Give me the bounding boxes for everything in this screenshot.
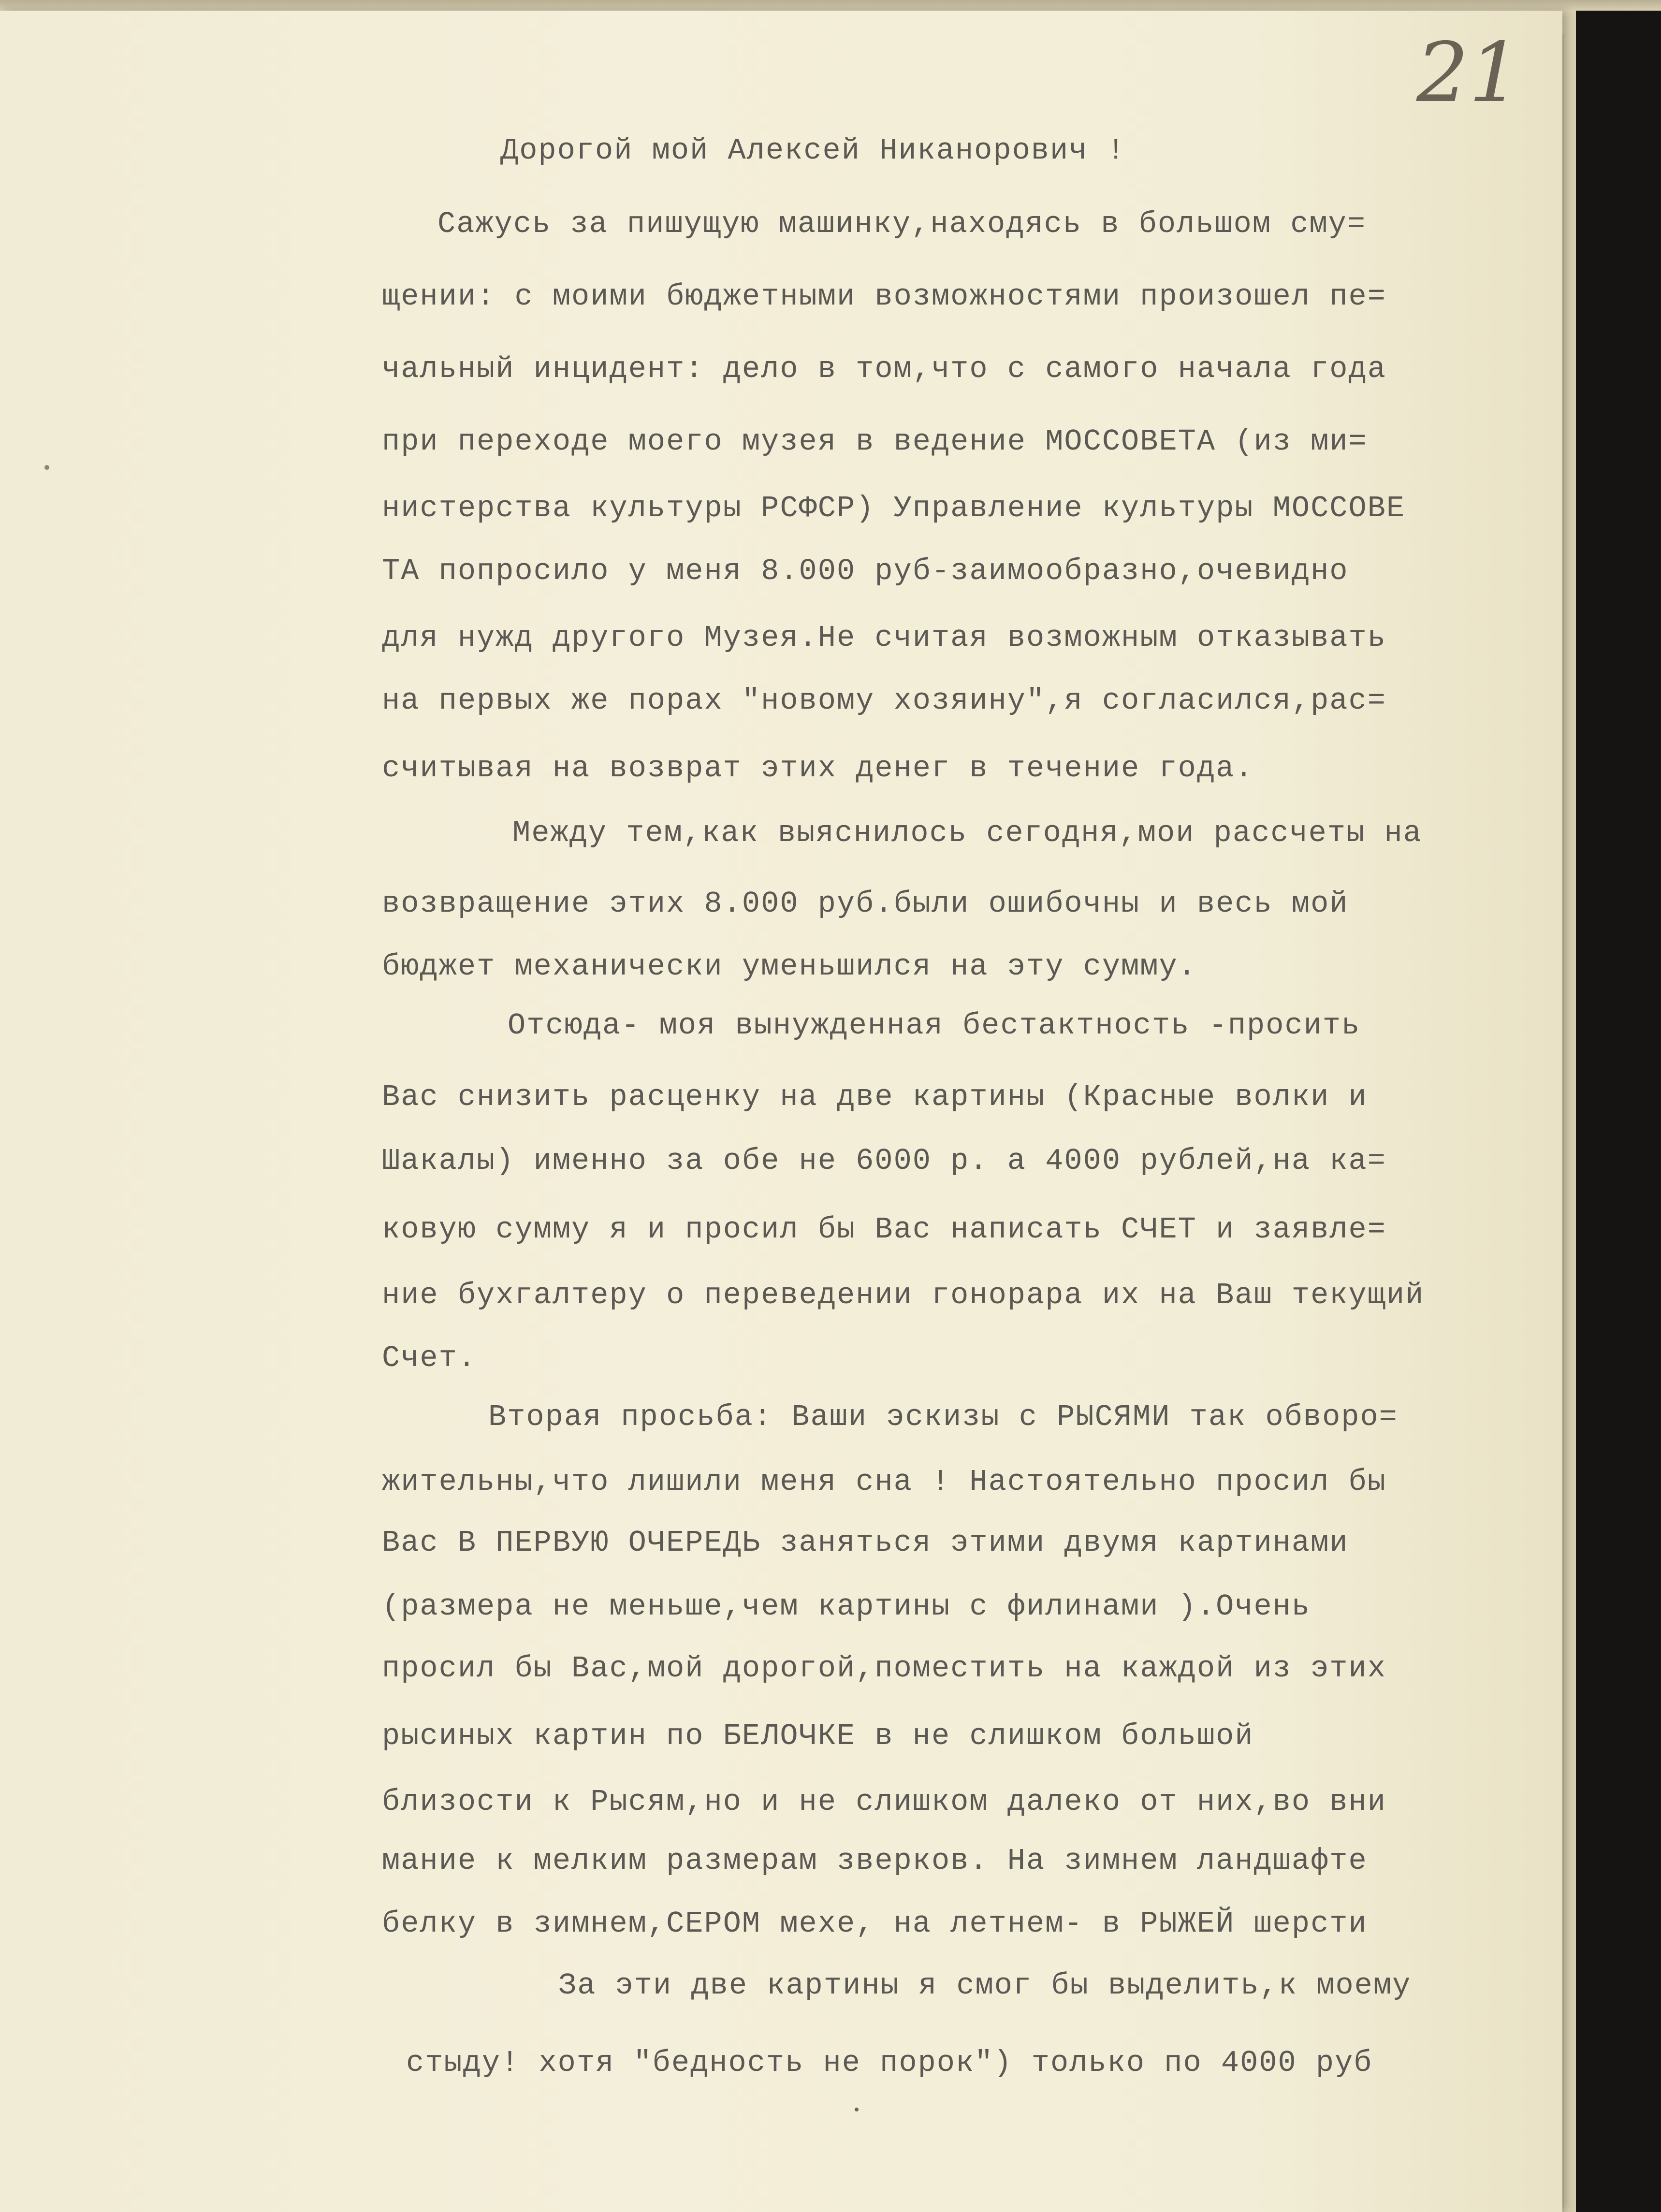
text-line: щении: с моими бюджетными возможностями произошел пе=	[382, 279, 1386, 314]
page-top-edge	[0, 0, 1661, 11]
text-line: возвращение этих 8.000 руб.были ошибочны и весь мой	[382, 887, 1349, 921]
text-line: ковую сумму я и просил бы Вас написать СЧЕТ и заявле=	[382, 1212, 1386, 1247]
text-line: для нужд другого Музея.Не считая возможным отказывать	[382, 621, 1386, 655]
text-line: За эти две картины я смог бы выделить,к моему	[558, 1968, 1412, 2003]
text-line: Между тем,как выяснилось сегодня,мои рассчеты на	[512, 816, 1422, 850]
text-line: нистерства культуры РСФСР) Управление культуры МОССОВЕ	[382, 491, 1406, 525]
text-line: мание к мелким размерам зверков. На зимнем ландшафте	[382, 1844, 1368, 1878]
text-line: просил бы Вас,мой дорогой,поместить на каждой из этих	[382, 1651, 1386, 1686]
text-line: Сажусь за пишущую машинку,находясь в большом сму=	[437, 207, 1367, 241]
text-line: чальный инцидент: дело в том,что с самого начала года	[382, 352, 1386, 386]
text-line: Вас В ПЕРВУЮ ОЧЕРЕДЬ заняться этими двумя картинами	[382, 1526, 1349, 1560]
text-line: считывая на возврат этих денег в течение года.	[382, 751, 1254, 786]
text-line: близости к Рысям,но и не слишком далеко от них,во вни	[382, 1785, 1386, 1819]
margin-mark	[44, 465, 49, 470]
text-line: ТА попросило у меня 8.000 руб-заимообразно,очевидно	[382, 554, 1349, 588]
text-line: рысиных картин по БЕЛОЧКЕ в не слишком большой	[382, 1719, 1254, 1753]
letter-page	[0, 11, 1562, 2212]
handwritten-page-number: 21	[1416, 25, 1521, 121]
salutation-line: Дорогой мой Алексей Никанорович !	[500, 133, 1126, 168]
text-line: ние бухгалтеру о переведении гонорара их на Ваш текущий	[382, 1278, 1425, 1312]
text-line: Вторая просьба: Ваши эскизы с РЫСЯМИ так обворо=	[488, 1400, 1398, 1434]
text-line: на первых же порах "новому хозяину",я согласился,рас=	[382, 684, 1386, 718]
text-line: Шакалы) именно за обе не 6000 р. а 4000 рублей,на ка=	[382, 1144, 1386, 1178]
text-line: Счет.	[382, 1341, 477, 1375]
text-line: Отсюда- моя вынужденная бестактность -просить	[508, 1008, 1361, 1043]
ink-dot	[855, 2108, 859, 2111]
text-line: (размера не меньше,чем картины с филинами ).Очень	[382, 1589, 1311, 1624]
text-line: Вас снизить расценку на две картины (Красные волки и	[382, 1080, 1368, 1114]
text-line: жительны,что лишили меня сна ! Настоятельно просил бы	[382, 1465, 1386, 1499]
text-line: стыду! хотя "бедность не порок") только по 4000 руб	[406, 2046, 1373, 2080]
text-line: белку в зимнем,СЕРОМ мехе, на летнем- в РЫЖЕЙ шерсти	[382, 1906, 1368, 1941]
text-line: при переходе моего музея в ведение МОССОВЕТА (из ми=	[382, 424, 1368, 459]
text-line: бюджет механически уменьшился на эту сумму.	[382, 949, 1197, 984]
